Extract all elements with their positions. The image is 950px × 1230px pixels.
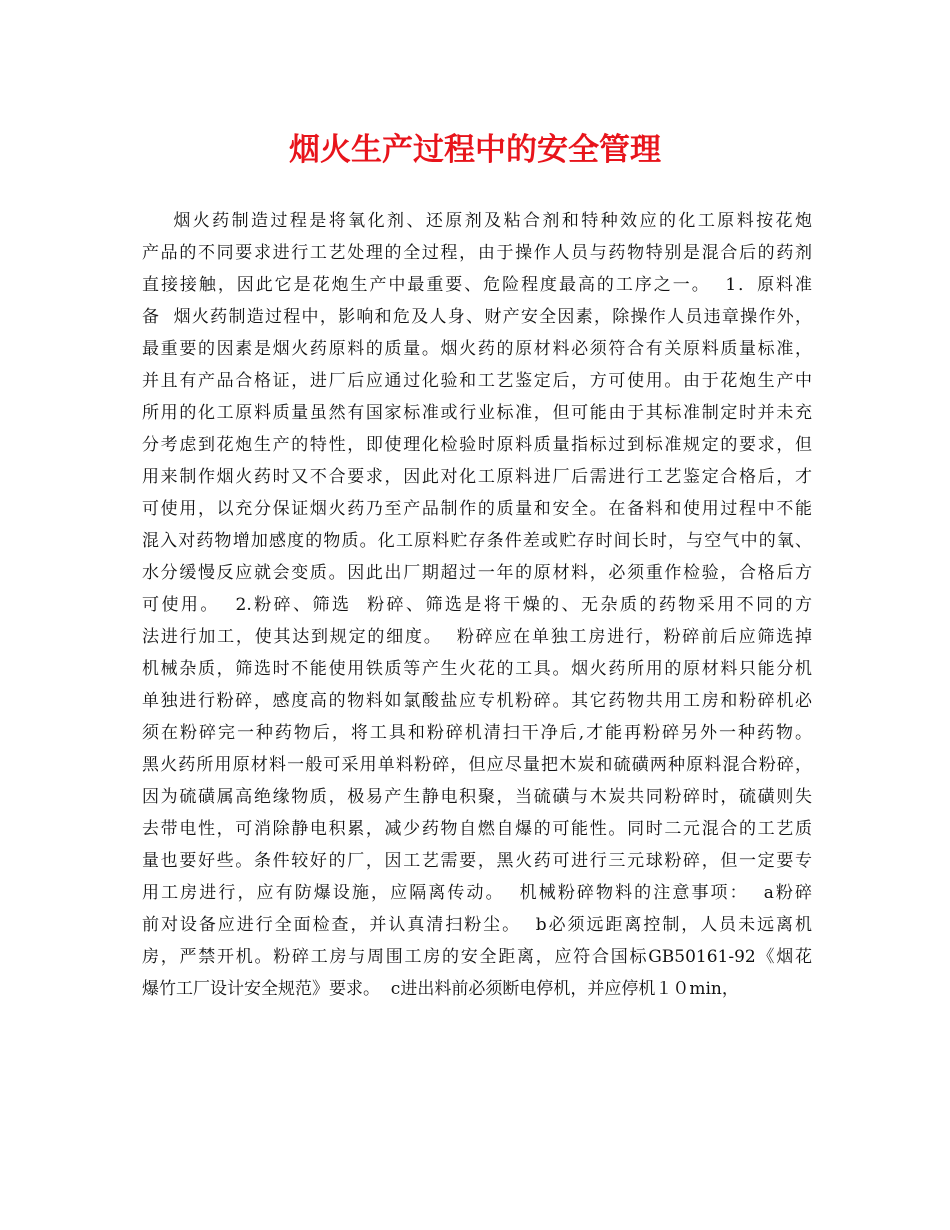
body-line: 并且有产品合格证，进厂后应通过化验和工艺鉴定后，方可使用。由于花炮生产中 <box>142 371 812 391</box>
body-line: 可使用。 2.粉碎、筛选 粉碎、筛选是将干燥的、无杂质的药物采用不同的方 <box>142 595 812 615</box>
body-line: 须在粉碎完一种药物后，将工具和粉碎机清扫干净后,才能再粉碎另外一种药物。 <box>142 723 812 743</box>
document-title: 烟火生产过程中的安全管理 <box>289 132 661 168</box>
body-line: 分考虑到花炮生产的特性，即使理化检验时原料质量指标过到标准规定的要求，但 <box>142 435 812 455</box>
body-line: 因为硫磺属高绝缘物质，极易产生静电积聚，当硫磺与木炭共同粉碎时，硫磺则失 <box>142 787 812 807</box>
body-line: 法进行加工，使其达到规定的细度。 粉碎应在单独工房进行，粉碎前后应筛选掉 <box>142 627 812 647</box>
body-line: 所用的化工原料质量虽然有国家标准或行业标准，但可能由于其标准制定时并未充 <box>142 403 812 423</box>
body-line: 备 烟火药制造过程中，影响和危及人身、财产安全因素，除操作人员违章操作外， <box>142 307 812 327</box>
body-line: 水分缓慢反应就会变质。因此出厂期超过一年的原材料，必须重作检验，合格后方 <box>142 563 812 583</box>
body-line: 黑火药所用原材料一般可采用单料粉碎，但应尽量把木炭和硫磺两种原料混合粉碎， <box>142 755 812 775</box>
body-line: 单独进行粉碎，感度高的物料如氯酸盐应专机粉碎。其它药物共用工房和粉碎机必 <box>142 691 812 711</box>
body-line: 混入对药物增加感度的物质。化工原料贮存条件差或贮存时间长时，与空气中的氧、 <box>142 531 812 551</box>
body-line: 去带电性，可消除静电积累，减少药物自燃自爆的可能性。同时二元混合的工艺质 <box>142 819 812 839</box>
body-line: 直接接触，因此它是花炮生产中最重要、危险程度最高的工序之一。 1．原料准 <box>142 275 812 295</box>
body-line: 最重要的因素是烟火药原料的质量。烟火药的原材料必须符合有关原料质量标准， <box>142 339 812 359</box>
body-line: 可使用，以充分保证烟火药乃至产品制作的质量和安全。在备料和使用过程中不能 <box>142 499 812 519</box>
body-line: 房，严禁开机。粉碎工房与周围工房的安全距离，应符合国标GB50161-92《烟花 <box>142 947 812 967</box>
body-line: 爆竹工厂设计安全规范》要求。 c进出料前必须断电停机，并应停机１０min， <box>142 979 739 999</box>
body-line: 用工房进行，应有防爆设施，应隔离传动。 机械粉碎物料的注意事项： a粉碎 <box>142 883 812 903</box>
body-line: 前对设备应进行全面检查，并认真清扫粉尘。 b必须远距离控制，人员未远离机 <box>142 915 812 935</box>
body-line: 烟火药制造过程是将氧化剂、还原剂及粘合剂和特种效应的化工原料按花炮 <box>142 211 812 231</box>
body-line: 机械杂质，筛选时不能使用铁质等产生火花的工具。烟火药所用的原材料只能分机 <box>142 659 812 679</box>
body-line: 用来制作烟火药时又不合要求，因此对化工原料进厂后需进行工艺鉴定合格后，才 <box>142 467 812 487</box>
body-line: 产品的不同要求进行工艺处理的全过程，由于操作人员与药物特别是混合后的药剂 <box>142 243 812 263</box>
document-body <box>142 205 812 1005</box>
body-line: 量也要好些。条件较好的厂，因工艺需要，黑火药可进行三元球粉碎，但一定要专 <box>142 851 812 871</box>
